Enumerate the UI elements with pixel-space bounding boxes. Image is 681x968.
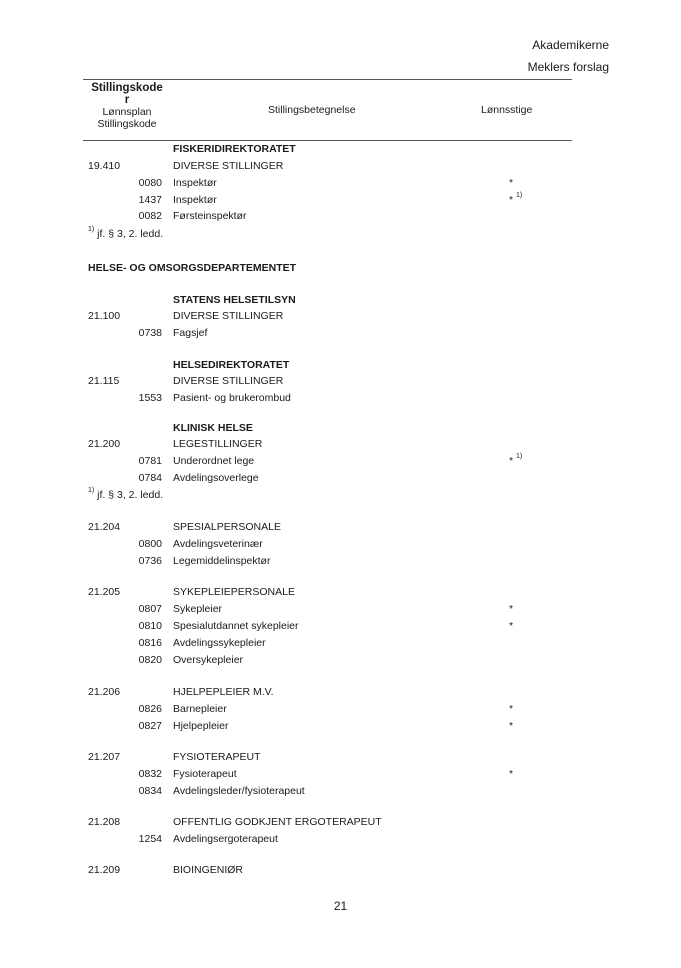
plan-code: 21.200 — [88, 438, 121, 450]
section-heading: STATENS HELSETILSYN — [173, 294, 296, 306]
table-row — [0, 141, 681, 157]
position-title: Sykepleier — [173, 603, 223, 615]
position-title: Pasient- og brukerombud — [173, 392, 291, 404]
position-code: 0810 — [138, 620, 162, 632]
page-number: 21 — [333, 899, 348, 913]
position-title: Inspektør — [173, 194, 217, 206]
footnote-mark: 1) — [88, 226, 95, 233]
position-code: 0781 — [138, 455, 162, 467]
department-heading: HELSE- OG OMSORGSDEPARTEMENTET — [88, 262, 297, 274]
position-title: Barnepleier — [173, 703, 227, 715]
position-title: Oversykepleier — [173, 654, 244, 666]
table-row — [0, 487, 681, 503]
salary-scale-mark — [509, 175, 513, 191]
table-row — [0, 292, 681, 308]
table-row — [0, 553, 681, 569]
position-code: 0800 — [138, 538, 162, 550]
code-title-tail: r — [124, 94, 130, 106]
scale-footnote-ref: 1) — [516, 192, 523, 199]
footnote-text: jf. § 3, 2. ledd. — [97, 228, 164, 240]
position-code: 0736 — [138, 555, 162, 567]
position-title: Førsteinspektør — [173, 210, 247, 222]
group-title: LEGESTILLINGER — [173, 438, 263, 450]
code-sub-plan: Lønnsplan — [102, 106, 152, 118]
position-code: 0080 — [138, 177, 162, 189]
group-title: DIVERSE STILLINGER — [173, 310, 284, 322]
position-code: 0826 — [138, 703, 162, 715]
salary-scale-mark — [509, 453, 522, 469]
scale-star: * — [509, 768, 514, 780]
scale-star: * — [509, 703, 514, 715]
table-row — [0, 453, 681, 469]
table-row — [0, 192, 681, 208]
table-row — [0, 584, 681, 600]
position-code: 0827 — [138, 720, 162, 732]
section-heading: KLINISK HELSE — [173, 422, 253, 434]
table-row — [0, 783, 681, 799]
position-title: Inspektør — [173, 177, 217, 189]
footnote — [88, 487, 163, 503]
position-code: 1254 — [138, 833, 162, 845]
table-row — [0, 470, 681, 486]
salary-scale-mark — [509, 766, 513, 782]
plan-code: 21.208 — [88, 816, 121, 828]
table-row — [0, 158, 681, 174]
footnote — [88, 226, 163, 242]
position-code: 0832 — [138, 768, 162, 780]
plan-code: 21.209 — [88, 864, 121, 876]
table-row — [0, 536, 681, 552]
column-header-scale: Lønnsstige — [481, 104, 533, 116]
group-title: BIOINGENIØR — [173, 864, 244, 876]
position-code: 0784 — [138, 472, 162, 484]
header-rule-top — [83, 79, 572, 80]
position-title: Avdelingsergoterapeut — [173, 833, 278, 845]
table-row — [0, 436, 681, 452]
salary-scale-mark — [509, 701, 513, 717]
group-title: FYSIOTERAPEUT — [173, 751, 261, 763]
scale-star: * — [509, 720, 514, 732]
position-code: 0082 — [138, 210, 162, 222]
proposal-label: Meklers forslag — [527, 60, 609, 74]
scale-footnote-ref: 1) — [516, 453, 523, 460]
table-row — [0, 175, 681, 191]
position-title: Legemiddelinspektør — [173, 555, 271, 567]
code-sub-code: Stillingskode — [97, 118, 157, 130]
position-title: Avdelingsleder/fysioterapeut — [173, 785, 305, 797]
position-code: 1437 — [138, 194, 162, 206]
position-title: Spesialutdannet sykepleier — [173, 620, 299, 632]
plan-code: 21.207 — [88, 751, 121, 763]
scale-star: * — [509, 620, 514, 632]
plan-code: 21.205 — [88, 586, 121, 598]
plan-code: 21.100 — [88, 310, 121, 322]
table-row — [0, 357, 681, 373]
scale-star: * — [509, 177, 514, 189]
group-title: DIVERSE STILLINGER — [173, 160, 284, 172]
group-title: SYKEPLEIEPERSONALE — [173, 586, 295, 598]
scale-star: * — [509, 455, 514, 467]
salary-scale-mark — [509, 192, 522, 208]
table-row — [0, 420, 681, 436]
table-row — [0, 635, 681, 651]
table-row — [0, 618, 681, 634]
plan-code: 19.410 — [88, 160, 121, 172]
position-title: Fysioterapeut — [173, 768, 237, 780]
table-row — [0, 390, 681, 406]
position-title: Avdelingsveterinær — [173, 538, 263, 550]
salary-scale-mark — [509, 618, 513, 634]
group-title: DIVERSE STILLINGER — [173, 375, 284, 387]
footnote-mark: 1) — [88, 487, 95, 494]
position-code: 0820 — [138, 654, 162, 666]
scale-star: * — [509, 194, 514, 206]
code-title: Stillingskode — [91, 82, 163, 94]
table-row — [0, 260, 681, 276]
table-row — [0, 652, 681, 668]
plan-code: 21.206 — [88, 686, 121, 698]
table-row — [0, 226, 681, 242]
scale-star: * — [509, 603, 514, 615]
column-header-code — [84, 82, 170, 130]
table-row — [0, 701, 681, 717]
table-row — [0, 208, 681, 224]
table-row — [0, 766, 681, 782]
table-row — [0, 601, 681, 617]
position-code: 0834 — [138, 785, 162, 797]
column-header-title: Stillingsbetegnelse — [268, 104, 356, 116]
table-row — [0, 862, 681, 878]
position-code: 1553 — [138, 392, 162, 404]
position-title: Avdelingsoverlege — [173, 472, 259, 484]
table-row — [0, 718, 681, 734]
table-row — [0, 519, 681, 535]
table-row — [0, 831, 681, 847]
position-title: Underordnet lege — [173, 455, 255, 467]
position-title: Avdelingssykepleier — [173, 637, 266, 649]
salary-scale-mark — [509, 601, 513, 617]
position-code: 0738 — [138, 327, 162, 339]
plan-code: 21.115 — [88, 375, 120, 387]
group-title: HJELPEPLEIER M.V. — [173, 686, 274, 698]
section-heading: HELSEDIREKTORATET — [173, 359, 290, 371]
table-row — [0, 749, 681, 765]
org-name: Akademikerne — [532, 38, 609, 52]
table-row — [0, 373, 681, 389]
table-row — [0, 684, 681, 700]
table-row — [0, 814, 681, 830]
footnote-text: jf. § 3, 2. ledd. — [97, 489, 164, 501]
salary-scale-mark — [509, 718, 513, 734]
group-title: SPESIALPERSONALE — [173, 521, 281, 533]
table-row — [0, 308, 681, 324]
section-heading: FISKERIDIREKTORATET — [173, 143, 296, 155]
position-code: 0807 — [138, 603, 162, 615]
table-row — [0, 325, 681, 341]
position-title: Hjelpepleier — [173, 720, 229, 732]
group-title: OFFENTLIG GODKJENT ERGOTERAPEUT — [173, 816, 382, 828]
plan-code: 21.204 — [88, 521, 121, 533]
position-title: Fagsjef — [173, 327, 208, 339]
position-code: 0816 — [138, 637, 162, 649]
